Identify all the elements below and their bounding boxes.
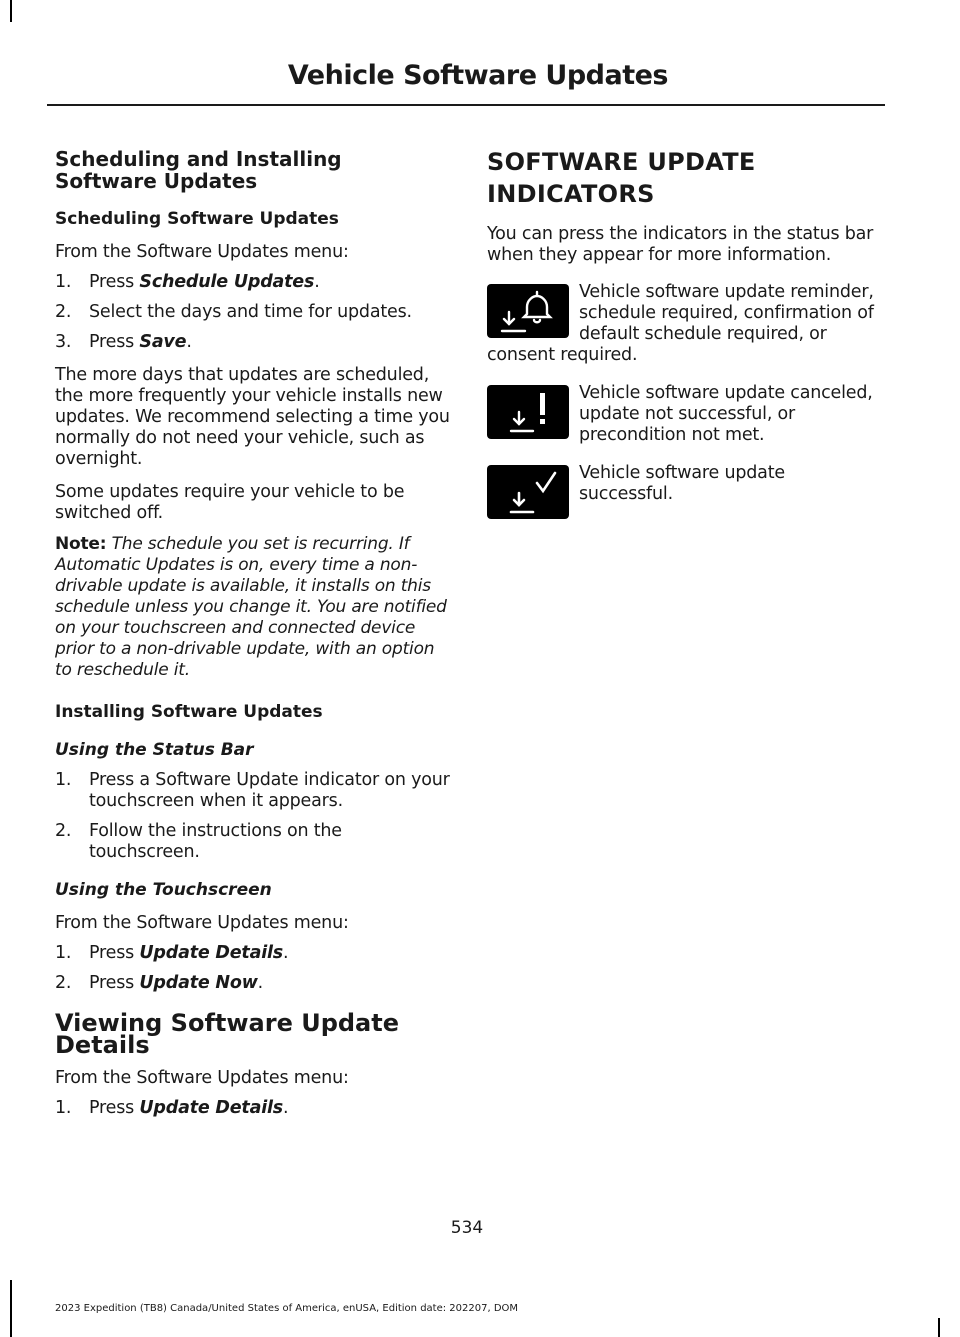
list-item: [55, 943, 450, 964]
paragraph-from-menu: From the Software Updates menu:: [55, 1068, 349, 1088]
indicator-text: Vehicle software update successful.: [579, 463, 785, 504]
section-heading-viewing: Viewing Software Update Details: [55, 1009, 399, 1059]
download-check-icon: [487, 465, 569, 519]
paragraph-indicators-intro: You can press the indicators in the status bar when they appear for more information.: [487, 224, 874, 265]
list-item: [55, 332, 450, 353]
step-emphasis: Update Details: [139, 1098, 284, 1118]
step-text-end: .: [186, 332, 192, 352]
note-label: Note:: [55, 534, 107, 554]
header-rule: [47, 104, 885, 106]
list-item: [55, 821, 450, 863]
step-emphasis: Update Now: [139, 973, 258, 993]
step-text-end: .: [283, 1098, 289, 1118]
paragraph-some-updates: Some updates require your vehicle to be switched off.: [55, 482, 405, 523]
list-item: [55, 973, 450, 994]
indicator-text: Vehicle software update reminder, schedule required, confirmation of default schedule required, or consent required.: [487, 282, 874, 365]
step-text: Press: [89, 332, 140, 352]
left-column: [55, 146, 450, 1119]
step-emphasis: Update Details: [139, 943, 284, 963]
subheading-touchscreen: Using the Touchscreen: [55, 880, 272, 900]
list-item: [55, 1098, 450, 1119]
step-emphasis: Schedule Updates: [139, 272, 315, 292]
view-steps-list: [55, 1098, 450, 1119]
crop-mark: [938, 1318, 940, 1337]
indicator-row: [487, 383, 883, 446]
list-item: [55, 272, 450, 293]
heading-line: INDICATORS: [487, 180, 655, 208]
step-number: 2.: [55, 302, 72, 322]
list-item: [55, 302, 450, 323]
paragraph-from-menu: From the Software Updates menu:: [55, 242, 349, 262]
touchscreen-steps-list: [55, 943, 450, 994]
step-text-end: .: [257, 973, 264, 993]
footer-edition: 2023 Expedition (TB8) Canada/United States of America, enUSA, Edition date: 202207, DOM: [55, 1303, 519, 1314]
download-bell-icon: [487, 284, 569, 338]
step-number: 1.: [55, 1098, 72, 1118]
crop-mark: [10, 0, 12, 22]
step-text: Follow the instructions on the touchscreen.: [89, 821, 342, 862]
note-text: The schedule you set is recurring. If Automatic Updates is on, every time a non-drivable update is available, it installs on this schedule unless you change it. You are notified on your touchscreen and connected device prior to a non-drivable update, with an option to reschedule it.: [55, 534, 447, 680]
paragraph-more-days: The more days that updates are scheduled, the more frequently your vehicle installs new updates. We recommend selecting a time you normally do not need your vehicle, such as overnight.: [55, 365, 450, 469]
step-number: 1.: [55, 943, 72, 963]
subheading-installing: Installing Software Updates: [55, 702, 323, 722]
page-header-title: Vehicle Software Updates: [287, 60, 668, 91]
step-text: Press: [89, 272, 140, 292]
crop-mark: [10, 1280, 12, 1337]
indicator-text: Vehicle software update canceled, update not successful, or precondition not met.: [579, 383, 873, 445]
right-column: [487, 146, 883, 519]
step-text: Press: [89, 943, 140, 963]
step-number: 3.: [55, 332, 72, 352]
list-item: [55, 770, 450, 812]
step-number: 2.: [55, 821, 72, 841]
step-text: Press: [89, 1098, 140, 1118]
section-heading-indicators: [487, 146, 883, 210]
note: [55, 534, 450, 681]
status-bar-steps-list: [55, 770, 450, 863]
indicator-row: [487, 463, 883, 519]
page-number: 534: [450, 1218, 484, 1238]
step-text-end: .: [283, 943, 289, 963]
paragraph-from-menu: From the Software Updates menu:: [55, 913, 349, 933]
step-text: Select the days and time for updates.: [89, 302, 412, 322]
step-text: Press a Software Update indicator on your touchscreen when it appears.: [89, 770, 450, 811]
section-heading-scheduling: Scheduling and Installing Software Updates: [55, 147, 342, 193]
download-alert-icon: [487, 385, 569, 439]
subheading-status-bar: Using the Status Bar: [55, 740, 254, 760]
step-emphasis: Save: [139, 332, 187, 352]
step-number: 2.: [55, 973, 72, 993]
indicator-row: [487, 282, 883, 366]
step-text: Press: [89, 973, 140, 993]
heading-line: SOFTWARE UPDATE: [487, 148, 756, 176]
step-text-end: .: [314, 272, 320, 292]
step-number: 1.: [55, 770, 72, 790]
step-number: 1.: [55, 272, 72, 292]
subheading-scheduling: Scheduling Software Updates: [55, 209, 339, 229]
schedule-steps-list: [55, 272, 450, 353]
